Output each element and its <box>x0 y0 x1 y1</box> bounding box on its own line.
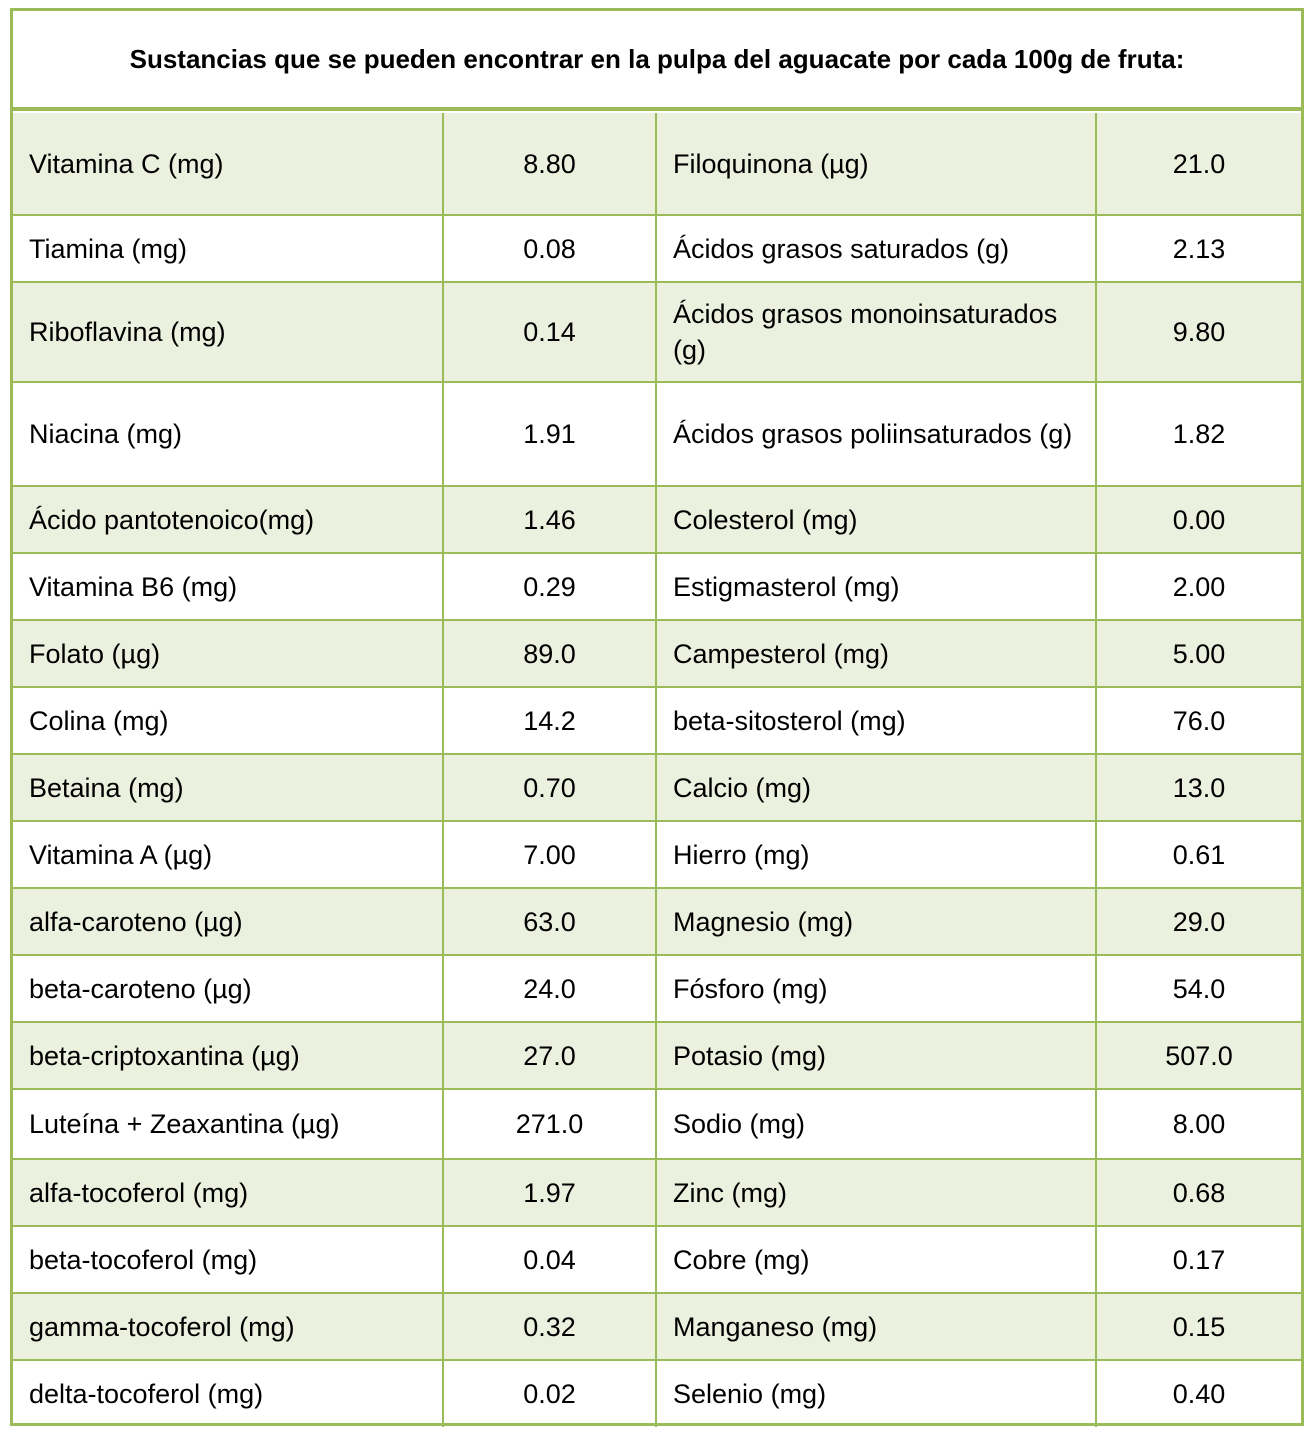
nutrient-name-left: alfa-caroteno (µg) <box>13 888 443 955</box>
nutrient-name-left: Tiamina (mg) <box>13 215 443 282</box>
nutrient-name-left: Folato (µg) <box>13 620 443 687</box>
nutrient-name-left: beta-criptoxantina (µg) <box>13 1022 443 1089</box>
table-row <box>13 1022 1301 1089</box>
table-row <box>13 754 1301 821</box>
nutrient-value-right: 2.13 <box>1096 215 1301 282</box>
nutrient-name-left: Colina (mg) <box>13 687 443 754</box>
nutrient-value-right: 21.0 <box>1096 113 1301 215</box>
table-row <box>13 1159 1301 1226</box>
table-row <box>13 282 1301 382</box>
nutrient-value-left: 0.08 <box>443 215 656 282</box>
nutrient-name-right: Filoquinona (µg) <box>656 113 1096 215</box>
nutrient-name-right: Estigmasterol (mg) <box>656 553 1096 620</box>
nutrient-value-right: 54.0 <box>1096 955 1301 1022</box>
table-row <box>13 821 1301 888</box>
nutrient-value-right: 8.00 <box>1096 1089 1301 1159</box>
nutrient-value-left: 27.0 <box>443 1022 656 1089</box>
nutrient-value-right: 5.00 <box>1096 620 1301 687</box>
nutrient-name-right: Ácidos grasos poliinsaturados (g) <box>656 382 1096 486</box>
table-row <box>13 955 1301 1022</box>
nutrient-name-right: Ácidos grasos monoinsaturados (g) <box>656 282 1096 382</box>
nutrient-value-left: 1.46 <box>443 486 656 553</box>
table-row <box>13 1360 1301 1427</box>
table-row <box>13 382 1301 486</box>
nutrient-name-left: Vitamina B6 (mg) <box>13 553 443 620</box>
nutrient-name-left: Vitamina C (mg) <box>13 113 443 215</box>
nutrient-name-right: Sodio (mg) <box>656 1089 1096 1159</box>
nutrient-value-left: 0.14 <box>443 282 656 382</box>
nutrient-value-right: 0.15 <box>1096 1293 1301 1360</box>
table-row <box>13 1089 1301 1159</box>
nutrient-name-right: Manganeso (mg) <box>656 1293 1096 1360</box>
nutrient-name-left: Vitamina A (µg) <box>13 821 443 888</box>
nutrient-name-left: Niacina (mg) <box>13 382 443 486</box>
nutrient-name-right: Selenio (mg) <box>656 1360 1096 1427</box>
nutrient-value-right: 9.80 <box>1096 282 1301 382</box>
nutrient-value-right: 507.0 <box>1096 1022 1301 1089</box>
nutrient-name-left: delta-tocoferol (mg) <box>13 1360 443 1427</box>
nutrient-value-left: 1.91 <box>443 382 656 486</box>
nutrient-name-left: gamma-tocoferol (mg) <box>13 1293 443 1360</box>
nutrient-value-left: 0.04 <box>443 1226 656 1293</box>
table-row <box>13 687 1301 754</box>
nutrient-value-left: 0.70 <box>443 754 656 821</box>
nutrient-name-left: Riboflavina (mg) <box>13 282 443 382</box>
table-row <box>13 1293 1301 1360</box>
nutrient-value-left: 0.32 <box>443 1293 656 1360</box>
nutrient-value-right: 0.40 <box>1096 1360 1301 1427</box>
table-row <box>13 553 1301 620</box>
nutrient-value-right: 0.00 <box>1096 486 1301 553</box>
nutrient-name-right: Zinc (mg) <box>656 1159 1096 1226</box>
nutrient-name-right: Calcio (mg) <box>656 754 1096 821</box>
nutrient-value-right: 0.61 <box>1096 821 1301 888</box>
nutrient-name-left: beta-caroteno (µg) <box>13 955 443 1022</box>
nutrient-value-left: 0.02 <box>443 1360 656 1427</box>
nutrient-value-left: 24.0 <box>443 955 656 1022</box>
nutrient-value-left: 271.0 <box>443 1089 656 1159</box>
table-row <box>13 215 1301 282</box>
nutrient-name-left: Betaina (mg) <box>13 754 443 821</box>
nutrient-value-left: 63.0 <box>443 888 656 955</box>
nutrient-value-right: 13.0 <box>1096 754 1301 821</box>
nutrient-name-right: Fósforo (mg) <box>656 955 1096 1022</box>
nutrient-value-left: 89.0 <box>443 620 656 687</box>
table-row <box>13 888 1301 955</box>
nutrient-value-right: 0.68 <box>1096 1159 1301 1226</box>
nutrient-value-left: 7.00 <box>443 821 656 888</box>
nutrient-value-right: 76.0 <box>1096 687 1301 754</box>
nutrient-name-left: beta-tocoferol (mg) <box>13 1226 443 1293</box>
nutrient-value-right: 1.82 <box>1096 382 1301 486</box>
table-row <box>13 113 1301 215</box>
nutrient-name-left: Luteína + Zeaxantina (µg) <box>13 1089 443 1159</box>
nutrient-table-frame <box>10 8 1304 1426</box>
nutrient-value-left: 8.80 <box>443 113 656 215</box>
nutrient-value-left: 14.2 <box>443 687 656 754</box>
nutrient-name-left: alfa-tocoferol (mg) <box>13 1159 443 1226</box>
table-row <box>13 620 1301 687</box>
table-row <box>13 1226 1301 1293</box>
nutrient-table-body <box>13 113 1301 1427</box>
nutrient-name-right: Cobre (mg) <box>656 1226 1096 1293</box>
nutrient-name-right: Hierro (mg) <box>656 821 1096 888</box>
nutrient-name-right: Magnesio (mg) <box>656 888 1096 955</box>
nutrient-name-right: beta-sitosterol (mg) <box>656 687 1096 754</box>
nutrient-name-right: Campesterol (mg) <box>656 620 1096 687</box>
nutrient-value-right: 0.17 <box>1096 1226 1301 1293</box>
table-title: Sustancias que se pueden encontrar en la pulpa del aguacate por cada 100g de fruta: <box>13 11 1301 111</box>
nutrient-value-left: 0.29 <box>443 553 656 620</box>
nutrient-value-right: 2.00 <box>1096 553 1301 620</box>
nutrient-name-right: Potasio (mg) <box>656 1022 1096 1089</box>
nutrient-name-right: Colesterol (mg) <box>656 486 1096 553</box>
nutrient-value-right: 29.0 <box>1096 888 1301 955</box>
nutrient-value-left: 1.97 <box>443 1159 656 1226</box>
table-row <box>13 486 1301 553</box>
nutrient-name-left: Ácido pantotenoico(mg) <box>13 486 443 553</box>
nutrient-name-right: Ácidos grasos saturados (g) <box>656 215 1096 282</box>
nutrient-table <box>13 113 1301 1427</box>
